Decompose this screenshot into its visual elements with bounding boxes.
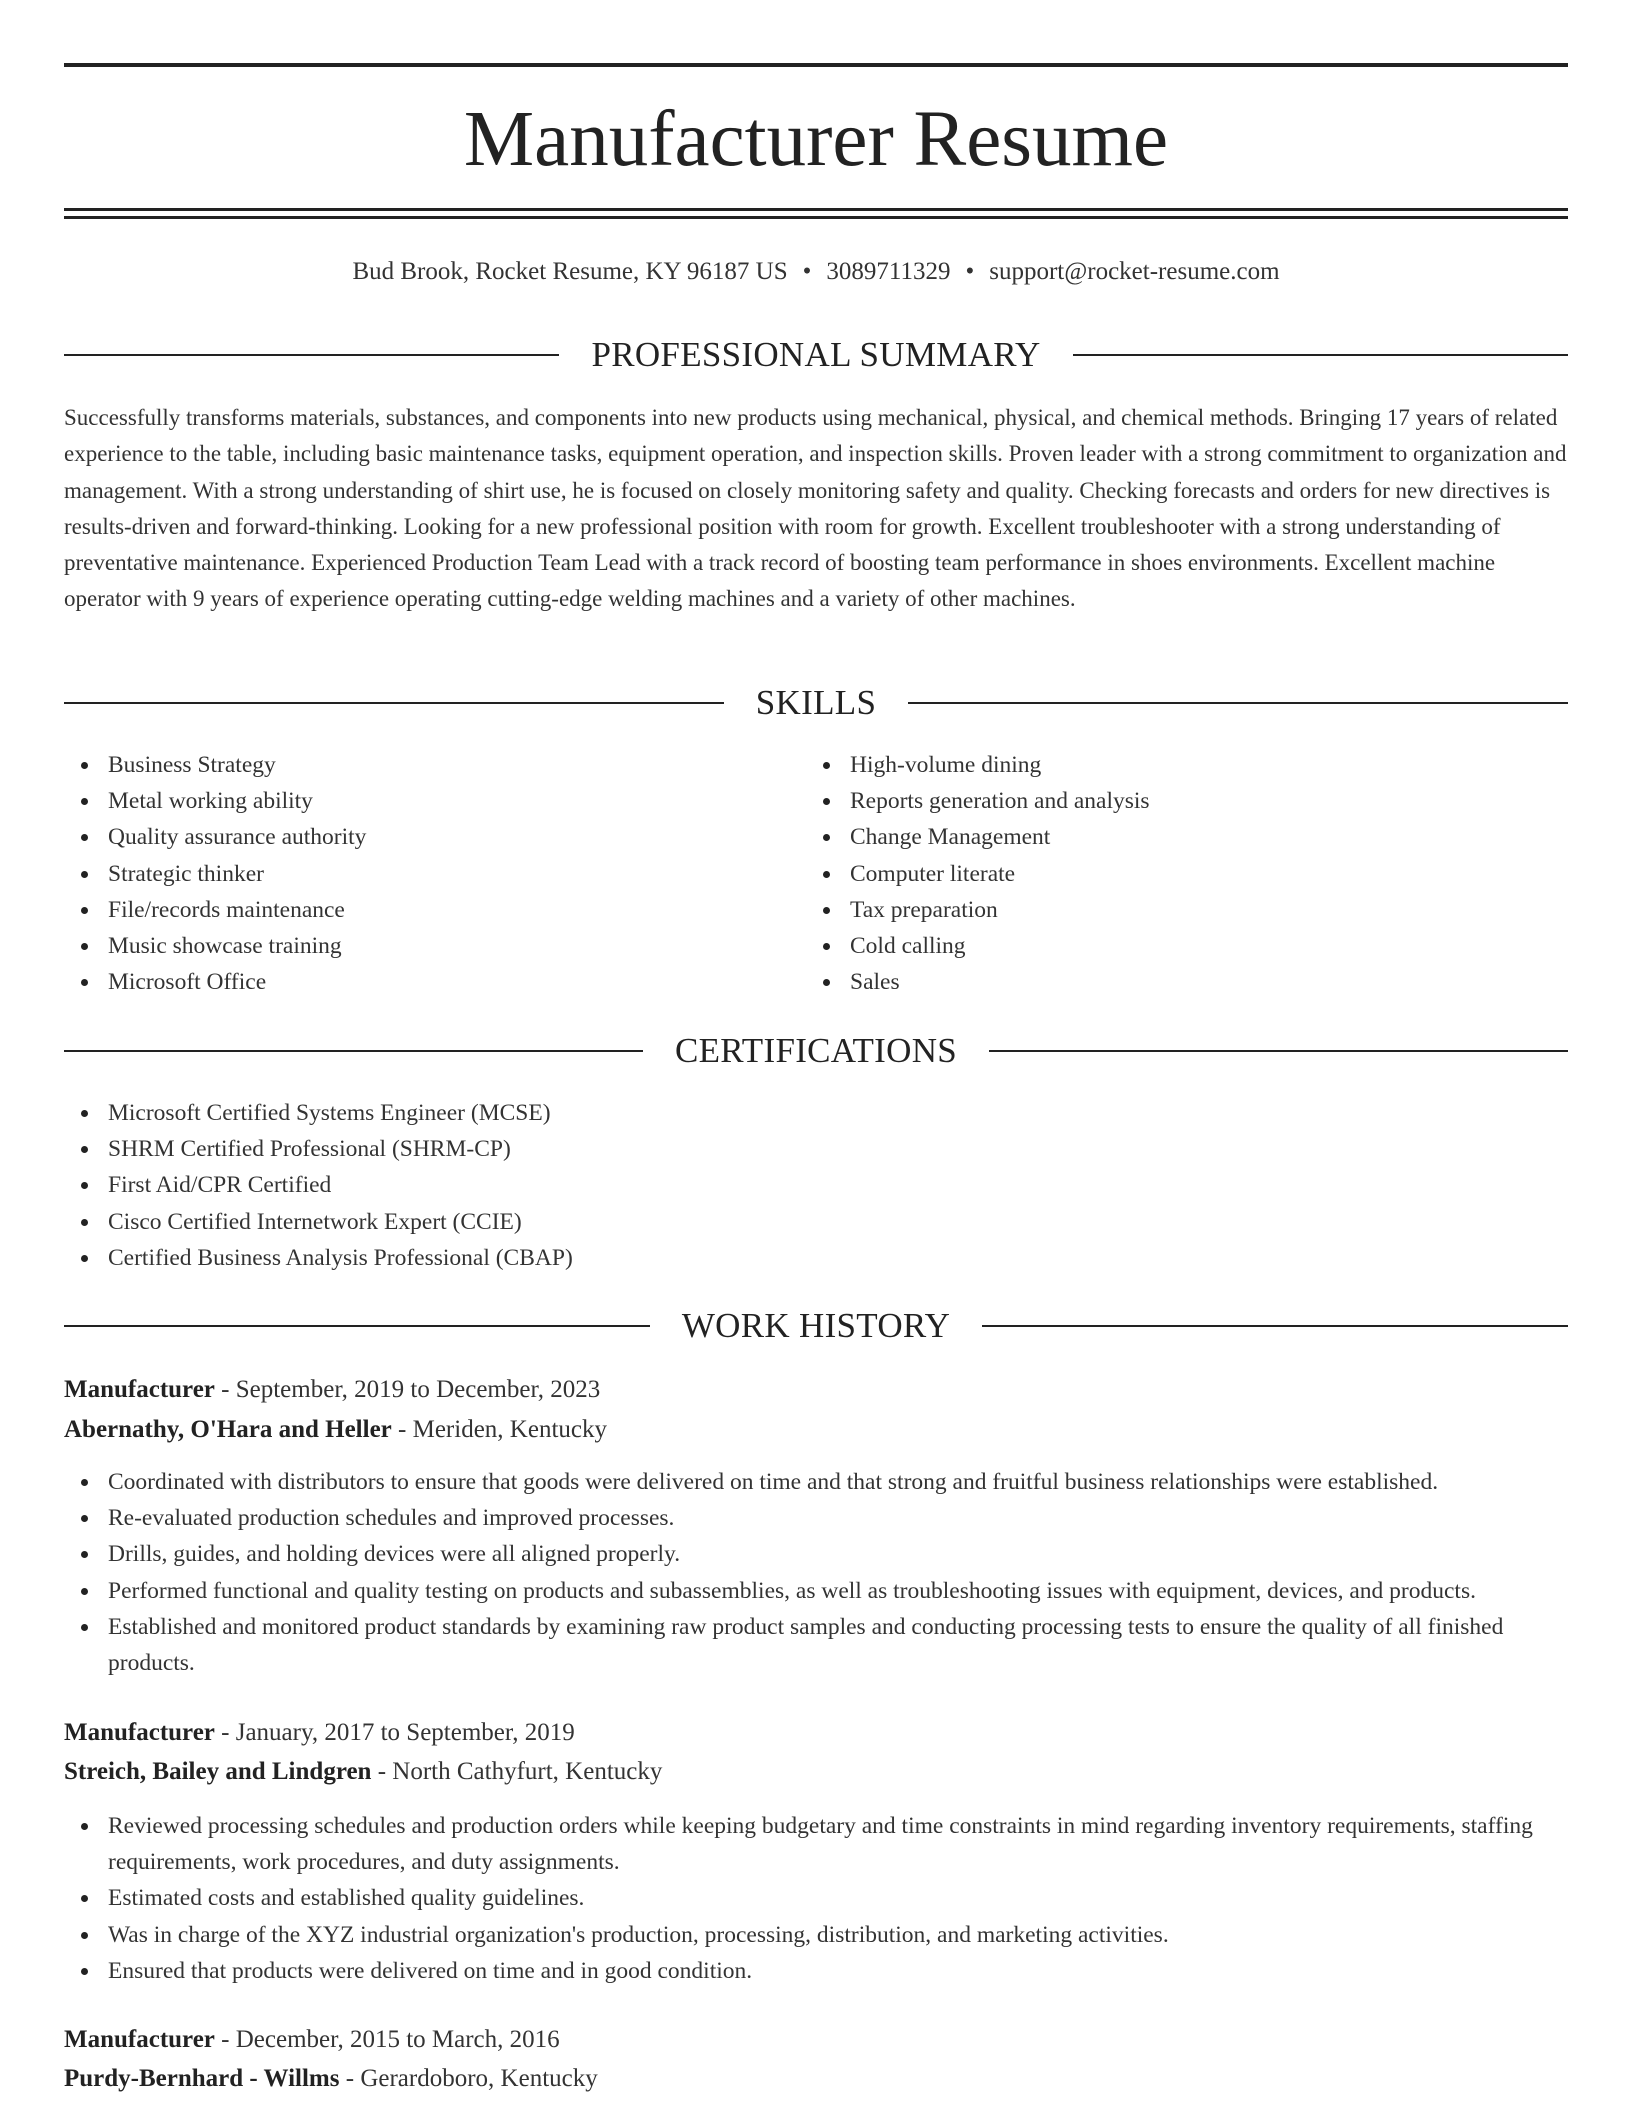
job-dates: - September, 2019 to December, 2023: [214, 1376, 601, 1403]
job-dates: - January, 2017 to September, 2019: [214, 1719, 575, 1746]
heading-rule-left: [64, 702, 724, 704]
job-bullet: Performed functional and quality testing on products and subassemblies, as well as troubleshooting issues with equipment, devices, and products.: [64, 1573, 1568, 1609]
job-bullet: Re-evaluated production schedules and improved processes.: [64, 1500, 1568, 1536]
job-bullets: [64, 1808, 1568, 1989]
certification-item: Certified Business Analysis Professional (CBAP): [64, 1240, 1568, 1276]
certifications-heading-label: CERTIFICATIONS: [674, 1031, 958, 1070]
contact-separator: •: [802, 258, 812, 285]
skill-item: Music showcase training: [64, 928, 804, 964]
skills-list-right: [806, 747, 1568, 1000]
job-role: Manufacturer: [64, 1719, 215, 1746]
contact-address: Bud Brook, Rocket Resume, KY 96187 US: [352, 258, 788, 285]
job-location: - Meriden, Kentucky: [391, 1416, 607, 1443]
skills-heading-label: SKILLS: [755, 683, 877, 722]
job-company: Streich, Bailey and Lindgren: [64, 1758, 372, 1785]
job-location: - North Cathyfurt, Kentucky: [371, 1758, 663, 1785]
job-bullets: [64, 1464, 1568, 1681]
page-title: Manufacturer Resume: [463, 96, 1169, 183]
job-bullet: Drills, guides, and holding devices were all aligned properly.: [64, 1536, 1568, 1572]
summary-heading-label: PROFESSIONAL SUMMARY: [591, 335, 1041, 374]
job-company-line: [64, 1752, 1568, 1792]
contact-separator: •: [965, 258, 975, 285]
contact-line: [64, 252, 1568, 292]
skill-item: High-volume dining: [806, 747, 1568, 783]
certification-item: SHRM Certified Professional (SHRM-CP): [64, 1131, 1568, 1167]
skill-item: Metal working ability: [64, 783, 804, 819]
certifications-heading: [64, 1027, 1568, 1075]
skill-item: Cold calling: [806, 928, 1568, 964]
certifications-list: [64, 1095, 1568, 1276]
skill-item: Strategic thinker: [64, 856, 804, 892]
job-bullet: Coordinated with distributors to ensure that goods were delivered on time and that strong and fruitful business relationships were established.: [64, 1464, 1568, 1500]
job-role-line: [64, 1370, 1568, 1410]
contact-email: support@rocket-resume.com: [989, 258, 1280, 285]
work-history-heading-label: WORK HISTORY: [681, 1306, 951, 1345]
skill-item: Tax preparation: [806, 892, 1568, 928]
heading-rule-right: [982, 1325, 1568, 1327]
job-bullet: Established and monitored product standards by examining raw product samples and conducting processing tests to ensure the quality of all finished products.: [64, 1609, 1568, 1681]
certification-item: Microsoft Certified Systems Engineer (MCSE): [64, 1095, 1568, 1131]
job-role-line: [64, 1713, 1568, 1753]
heading-rule-right: [1073, 354, 1568, 356]
job-bullet: Was in charge of the XYZ industrial organization's production, processing, distribution, and marketing activities.: [64, 1917, 1568, 1953]
skill-item: Reports generation and analysis: [806, 783, 1568, 819]
heading-rule-right: [989, 1050, 1568, 1052]
contact-phone: 3089711329: [826, 258, 951, 285]
summary-text: Successfully transforms materials, substances, and components into new products using mechanical, physical, and chemical methods. Bringing 17 years of related experience to the table, including basic maintenance tasks, equipment operation, and inspection skills. Proven leader with a strong commitment to organization and management. With a strong understanding of shirt use, he is focused on closely monitoring safety and quality. Checking forecasts and orders for new directives is results-driven and forward-thinking. Looking for a new professional position with room for growth. Excellent troubleshooter with a strong understanding of preventative maintenance. Experienced Production Team Lead with a track record of boosting team performance in shoes environments. Excellent machine operator with 9 years of experience operating cutting-edge welding machines and a variety of other machines.: [64, 405, 1567, 612]
job-bullet: Ensured that products were delivered on time and in good condition.: [64, 1953, 1568, 1989]
heading-rule-left: [64, 1325, 650, 1327]
certification-item: First Aid/CPR Certified: [64, 1167, 1568, 1203]
job-company: Purdy-Bernhard - Willms: [64, 2065, 340, 2092]
job-role: Manufacturer: [64, 1376, 215, 1403]
job-bullet: Estimated costs and established quality guidelines.: [64, 1880, 1568, 1916]
job-company-line: [64, 1410, 1568, 1450]
job-company: Abernathy, O'Hara and Heller: [64, 1416, 392, 1443]
job-role-line: [64, 2020, 1568, 2060]
skill-item: File/records maintenance: [64, 892, 804, 928]
skill-item: Computer literate: [806, 856, 1568, 892]
skill-item: Sales: [806, 964, 1568, 1000]
heading-rule-right: [908, 702, 1568, 704]
skills-list-left: [64, 747, 804, 1000]
title-double-rule: [64, 208, 1568, 219]
job-bullet: Reviewed processing schedules and production orders while keeping budgetary and time constraints in mind regarding inventory requirements, staffing requirements, work procedures, and duty assignments.: [64, 1808, 1568, 1880]
certification-item: Cisco Certified Internetwork Expert (CCIE): [64, 1204, 1568, 1240]
heading-rule-left: [64, 1050, 643, 1052]
skill-item: Quality assurance authority: [64, 819, 804, 855]
top-rule: [64, 63, 1568, 67]
skill-item: Change Management: [806, 819, 1568, 855]
job-company-line: [64, 2059, 1568, 2099]
job-location: - Gerardoboro, Kentucky: [339, 2065, 598, 2092]
job-dates: - December, 2015 to March, 2016: [214, 2026, 560, 2053]
skill-item: Business Strategy: [64, 747, 804, 783]
summary-heading: [64, 331, 1568, 379]
job-role: Manufacturer: [64, 2026, 215, 2053]
work-history-heading: [64, 1302, 1568, 1350]
heading-rule-left: [64, 354, 559, 356]
skill-item: Microsoft Office: [64, 964, 804, 1000]
skills-heading: [64, 679, 1568, 727]
